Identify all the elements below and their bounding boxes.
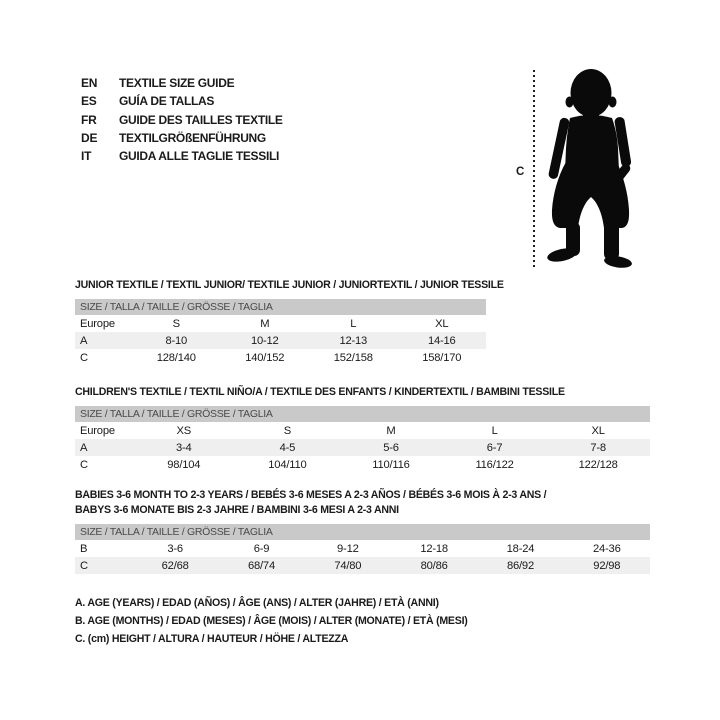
table-cell: 8-10 <box>165 334 188 347</box>
size-guide-content <box>75 278 650 651</box>
table-cell: XS <box>176 424 192 437</box>
table-title-line: BABYS 3-6 MONATE BIS 2-3 JAHRE / BAMBINI 3-6 MESI A 2-3 ANNI <box>75 504 399 516</box>
footnote: B. AGE (MONTHS) / EDAD (MESES) / ÂGE (MOIS) / ALTER (MONATE) / ETÀ (MESI) <box>75 615 468 627</box>
table-cell: 3-4 <box>176 441 192 454</box>
footnote: A. AGE (YEARS) / EDAD (AÑOS) / ÂGE (ANS) / ALTER (JAHRE) / ETÀ (ANNI) <box>75 597 439 609</box>
table-row <box>75 315 486 332</box>
size-table-sections <box>75 278 650 574</box>
language-row-fr <box>81 111 283 129</box>
height-measure-label: C <box>516 166 525 178</box>
language-label: GUIDE DES TAILLES TEXTILE <box>119 112 283 127</box>
table-row <box>75 349 486 366</box>
table-title <box>75 278 650 293</box>
language-row-de <box>81 129 283 147</box>
size-header-bar: SIZE / TALLA / TAILLE / GRÖSSE / TAGLIA <box>75 406 650 422</box>
table-cell: 5-6 <box>383 441 399 454</box>
table-cell: 92/98 <box>593 559 621 572</box>
table-title-line: BABIES 3-6 MONTH TO 2-3 YEARS / BEBÉS 3-6 MESES A 2-3 AÑOS / BÉBÉS 3-6 MOIS À 2-3 ANS / <box>75 489 547 501</box>
table-title-line: CHILDREN'S TEXTILE / TEXTIL NIÑO/A / TEXTILE DES ENFANTS / KINDERTEXTIL / BAMBINI TESSILE <box>75 386 565 398</box>
table-cell: M <box>260 317 270 330</box>
table-cell: S <box>283 424 292 437</box>
table-title <box>75 385 650 400</box>
language-code: FR <box>81 112 97 127</box>
table-cell: 98/104 <box>167 458 201 471</box>
language-code: ES <box>81 94 97 109</box>
table-row <box>75 456 650 473</box>
table-cell: 158/170 <box>422 351 462 364</box>
row-label: C <box>80 559 88 572</box>
table-cell: S <box>172 317 180 330</box>
height-measure-line <box>533 70 535 268</box>
language-label: TEXTILGRÖßENFÜHRUNG <box>119 131 266 146</box>
size-table-section-2 <box>75 385 650 473</box>
table-cell: 12-13 <box>339 334 368 347</box>
table-cell: 116/122 <box>475 458 514 471</box>
footnote: C. (cm) HEIGHT / ALTURA / HAUTEUR / HÖHE / ALTEZZA <box>75 633 349 645</box>
table-cell: 104/110 <box>268 458 307 471</box>
row-label: C <box>80 458 88 471</box>
size-table <box>75 299 486 366</box>
table-row <box>75 540 650 557</box>
size-table-section-1 <box>75 278 650 366</box>
language-row-en <box>81 74 283 92</box>
table-cell: 18-24 <box>506 542 535 555</box>
size-table-section-3 <box>75 488 650 574</box>
table-cell: L <box>350 317 357 330</box>
table-cell: 152/158 <box>333 351 373 364</box>
language-list <box>81 74 283 165</box>
table-cell: 74/80 <box>334 559 362 572</box>
footnotes <box>75 597 650 651</box>
language-label: GUIDA ALLE TAGLIE TESSILI <box>119 149 280 164</box>
table-cell: M <box>386 424 396 437</box>
row-label: A <box>80 441 88 454</box>
table-cell: XL <box>591 424 605 437</box>
language-row-it <box>81 147 283 165</box>
table-cell: 9-12 <box>337 542 359 555</box>
table-title-line: JUNIOR TEXTILE / TEXTIL JUNIOR/ TEXTILE JUNIOR / JUNIORTEXTIL / JUNIOR TESSILE <box>75 279 504 291</box>
table-cell: 7-8 <box>590 441 606 454</box>
table-cell: 68/74 <box>247 559 275 572</box>
table-cell: 14-16 <box>427 334 456 347</box>
table-cell: 62/68 <box>161 559 189 572</box>
table-cell: 12-18 <box>420 542 448 555</box>
table-cell: 3-6 <box>167 542 183 555</box>
table-cell: 6-7 <box>486 441 503 454</box>
row-label: A <box>80 334 88 347</box>
table-cell: 128/140 <box>156 351 196 364</box>
table-cell: XL <box>435 317 449 330</box>
row-label: C <box>80 351 88 364</box>
table-cell: 10-12 <box>250 334 279 347</box>
toddler-silhouette <box>541 64 641 268</box>
size-table <box>75 524 650 574</box>
size-header-bar: SIZE / TALLA / TAILLE / GRÖSSE / TAGLIA <box>75 299 486 315</box>
table-cell: 24-36 <box>592 542 621 555</box>
table-row <box>75 439 650 456</box>
table-cell: L <box>491 424 498 437</box>
table-row <box>75 332 486 349</box>
table-row <box>75 557 650 574</box>
language-code: IT <box>81 149 92 164</box>
table-title <box>75 488 650 518</box>
table-cell: 4-5 <box>279 441 296 454</box>
table-cell: 110/116 <box>372 458 410 471</box>
table-cell: 122/128 <box>578 458 618 471</box>
language-code: EN <box>81 76 98 91</box>
table-cell: 6-9 <box>253 542 270 555</box>
table-cell: 86/92 <box>506 559 534 572</box>
language-row-es <box>81 92 283 110</box>
size-header-bar: SIZE / TALLA / TAILLE / GRÖSSE / TAGLIA <box>75 524 650 540</box>
size-table <box>75 406 650 473</box>
language-label: GUÍA DE TALLAS <box>119 94 215 109</box>
table-cell: 140/152 <box>245 351 285 364</box>
language-label: TEXTILE SIZE GUIDE <box>119 76 235 91</box>
row-label: Europe <box>80 317 115 330</box>
row-label: B <box>80 542 88 555</box>
table-row <box>75 422 650 439</box>
table-cell: 80/86 <box>420 559 448 572</box>
language-code: DE <box>81 131 98 146</box>
row-label: Europe <box>80 424 115 437</box>
